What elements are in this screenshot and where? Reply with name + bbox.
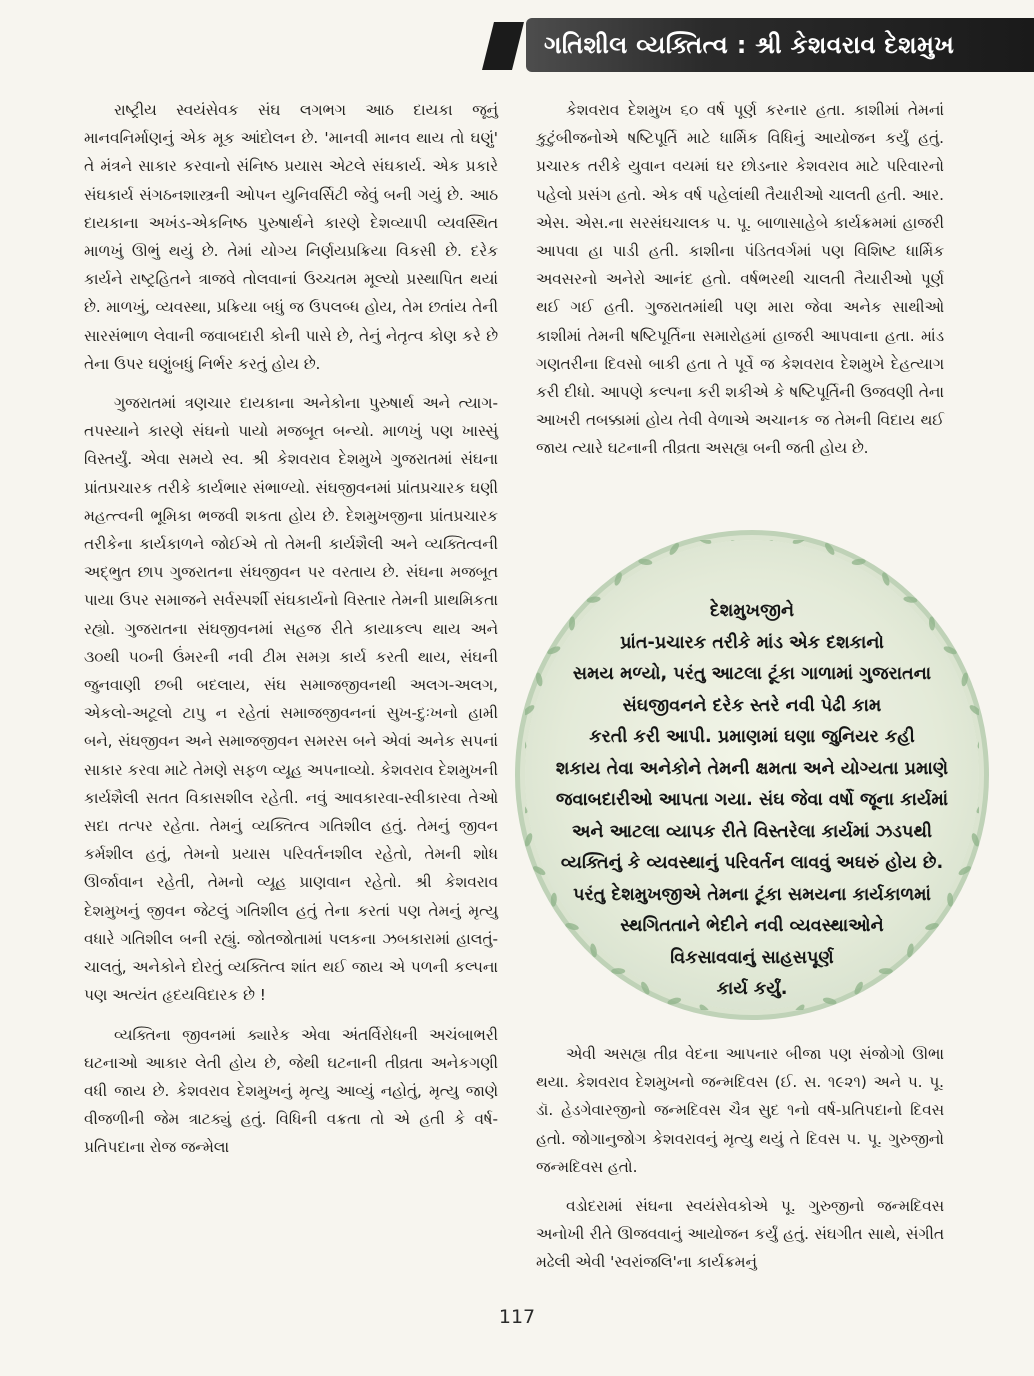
- callout-line: પ્રાંત-પ્રચારક તરીકે માંડ એક દશકાનો: [620, 632, 884, 653]
- leaf-ornament: [638, 558, 653, 566]
- callout-line: સમય મળ્યો, પરંતુ આટલા ટૂંકા ગાળામાં ગુજરાતના: [572, 664, 932, 684]
- leaf-ornament: [792, 540, 807, 546]
- callout-line: કાર્ય કર્યું.: [716, 979, 788, 999]
- leaf-ornament: [978, 768, 979, 783]
- leaf-ornament: [535, 672, 544, 687]
- header-banner: [526, 18, 1034, 72]
- leaf-ornament: [729, 540, 744, 542]
- leaf-ornament: [525, 735, 528, 750]
- body-paragraph: વડોદરામાં સંઘના સ્વયંસેવકોએ પૂ. ગુરુજીનો જન્મદિવસ અનોખી રીતે ઊજવવાનું આયોજન કર્યું હતું. સંઘગીત સાથે, સંગીત મઢેલી એવી 'સ્વરાંજલિ'ના કાર્યક્રમનું: [536, 1197, 944, 1272]
- callout-line: દેશમુખજીને: [709, 601, 795, 621]
- callout-line: કરતી કરી આપી. પ્રમાણમાં ઘણા જુનિયર કહી: [589, 727, 915, 747]
- right-column-top: [536, 96, 944, 474]
- leaf-ornament: [760, 1008, 775, 1010]
- leaf-ornament: [525, 801, 529, 815]
- callout-line: અને આટલા વ્યાપક રીતે વિસ્તરેલા કાર્યમાં ઝડપથી: [571, 821, 933, 842]
- leaf-ornament: [823, 541, 836, 556]
- leaf-ornament: [613, 571, 623, 586]
- callout-text: [553, 596, 951, 1006]
- leaf-ornament: [975, 801, 979, 815]
- page-title: ગતિશીલ વ્યક્તિત્વ : શ્રી કેશવરાવ દેશમુખ: [544, 31, 955, 59]
- header-accent-mark: [482, 22, 524, 70]
- callout-line: પરંતુ દેશમુખજીએ તેમના ટૂંકા સમયના કાર્યકાળમાં: [573, 884, 931, 905]
- leaf-ornament: [525, 768, 526, 783]
- leaf-ornament: [970, 832, 979, 847]
- leaf-ornament: [525, 703, 536, 717]
- leaf-ornament: [968, 703, 979, 717]
- body-paragraph: એવી અસહ્ય તીવ્ર વેદના આપનાર બીજા પણ સંજોગો ઊભા થયા. કેશવરાવ દેશમુખનો જન્મદિવસ (ઈ. સ. ૧૯૨૧) અને પ. પૂ. ડૉ. હેડગેવારજીનો જન્મદિવસ ચૈત્ર સુદ ૧નો વર્ષ-પ્રતિપદાનો દિવસ હતો. જોગાનુજોગ કેશવરાવનું મૃત્યુ થયું તે દિવસ પ. પૂ. ગુરુજીનો જન્મદિવસ હતો.: [536, 1045, 944, 1176]
- callout-line: સંઘજીવનને દરેક સ્તરે નવી પેઢી કામ: [622, 695, 882, 716]
- left-column: [84, 96, 498, 1173]
- leaf-ornament: [851, 558, 866, 566]
- leaf-ornament: [532, 864, 547, 876]
- callout-line: સ્થગિતતાને ભેદીને નવી વ્યવસ્થાઓને: [620, 916, 884, 936]
- body-paragraph: રાષ્ટ્રીય સ્વયંસેવક સંઘ લગભગ આઠ દાયકા જૂનું માનવનિર્માણનું એક મૂક આંદોલન છે. 'માનવી માનવ થાય તો ઘણું' તે મંત્રને સાકાર કરવાનો સંનિષ્ઠ પ્રયાસ એટલે સંઘકાર્ય. એક પ્રકારે સંઘકાર્ય સંગઠનશાસ્ત્રની ઓપન યુનિવર્સિટી જેવું બની ગયું છે. આઠ દાયકાના અખંડ-એકનિષ્ઠ પુરુષાર્થને કારણે દેશવ્યાપી વ્યવસ્થિત માળખું ઊભું થયું છે. તેમાં યોગ્ય નિર્ણયપ્રક્રિયા વિકસી છે. દરેક કાર્યને રાષ્ટ્રહિતને ત્રાજવે તોલવાનાં ઉચ્ચતમ મૂલ્યો પ્રસ્થાપિત થયાં છે. માળખું, વ્યવસ્થા, પ્રક્રિયા બધું જ ઉપલબ્ધ હોય, તેમ છતાંય તેની સારસંભાળ લેવાની જવાબદારી કોની પાસે છે, તેનું નેતૃત્વ કોણ કરે છે તેના ઉપર ઘણુંબધું નિર્ભર કરતું હોય છે.: [84, 101, 498, 373]
- leaf-ornament: [960, 672, 969, 687]
- right-column-bottom: [536, 1040, 944, 1288]
- leaf-ornament: [976, 735, 979, 750]
- leaf-ornament: [760, 540, 775, 542]
- leaf-ornament: [729, 1008, 744, 1010]
- page-number: 117: [498, 1306, 536, 1328]
- leaf-ornament: [525, 832, 534, 847]
- body-paragraph: કેશવરાવ દેશમુખ ૬૦ વર્ષ પૂર્ણ કરનાર હતા. કાશીમાં તેમનાં કુટુંબીજનોએ ષષ્ટિપૂર્તિ માટે ધાર્મિક વિધિનું આયોજન કર્યું હતું. પ્રચારક તરીકે યુવાન વયમાં ઘર છોડનાર કેશવરાવ માટે પરિવારનો પહેલો પ્રસંગ હતો. એક વર્ષ પહેલાંથી તૈયારીઓ ચાલતી હતી. આર. એસ. એસ.ના સરસંઘચાલક પ. પૂ. બાળાસાહેબે કાર્યક્રમમાં હાજરી આપવા હા પાડી હતી. કાશીના પંડિતવર્ગમાં પણ વિશિષ્ટ ધાર્મિક અવસરનો અનેરો આનંદ હતો. વર્ષભરથી ચાલતી તૈયારીઓ પૂર્ણ થઈ ગઈ હતી. ગુજરાતમાંથી પણ મારા જેવા અનેક સાથીઓ કાશીમાં તેમની ષષ્ટિપૂર્તિના સમારોહમાં હાજરી આપવાના હતા. માંડ ગણતરીના દિવસો બાકી હતા તે પૂર્વે જ કેશવરાવ દેશમુખે દેહત્યાગ કરી દીધો. આપણે કલ્પના કરી શકીએ કે ષષ્ટિપૂર્તિની ઉજવણી તેના આખરી તબક્કામાં હોય તેવી વેળાએ અચાનક જ તેમની વિદાય થઈ જાય ત્યારે ઘટનાની તીવ્રતા અસહ્ય બની જતી હોય છે.: [536, 101, 944, 458]
- body-paragraph: ગુજરાતમાં ત્રણચાર દાયકાના અનેકોના પુરુષાર્થ અને ત્યાગ-તપસ્યાને કારણે સંઘનો પાયો મજબૂત બન્યો. માળખું પણ ખાસ્સું વિસ્તર્યું. એવા સમયે સ્વ. શ્રી કેશવરાવ દેશમુખે ગુજરાતમાં સંઘના પ્રાંતપ્રચારક તરીકે કાર્યભાર સંભાળ્યો. સંઘજીવનમાં પ્રાંતપ્રચારક ઘણી મહત્ત્વની ભૂમિકા ભજવી શકતા હોય છે. દેશમુખજીના પ્રાંતપ્રચારક તરીકેના કાર્યકાળને જોઈએ તો તેમની કાર્યશૈલી અને વ્યક્તિત્વની અદ્ભુત છાપ ગુજરાતના સંઘજીવન પર વરતાય છે. સંઘના મજબૂત પાયા ઉપર સમાજને સર્વસ્પર્શી સંઘકાર્યનો વિસ્તાર તેમની પ્રાથમિકતા રહ્યો. ગુજરાતના સંઘજીવનમાં સહજ રીતે કાયાકલ્પ થાય અને ૩૦થી ૫૦ની ઉંમરની નવી ટીમ સમગ્ર કાર્ય કરતી થાય, સંઘની જુનવાણી છબી બદલાય, સંઘ સમાજજીવનથી અલગ-અલગ, એકલો-અટૂલો ટાપુ ન રહેતાં સમાજજીવનનાં સુખ-દુઃખનો હામી બને, સંઘજીવન અને સમાજજીવન સમરસ બને એવાં અનેક સપનાં સાકાર કરવા માટે તેમણે સફળ વ્યૂહ અપનાવ્યો. કેશવરાવ દેશમુખની કાર્યશૈલી સતત વિકાસશીલ રહેતી. નવું આવકારવા-સ્વીકારવા તેઓ સદા તત્પર રહેતા. તેમનું વ્યક્તિત્વ ગતિશીલ હતું. તેમનું જીવન કર્મશીલ હતું, તેમનો પ્રયાસ પરિવર્તનશીલ રહેતો, તેમની શોધ ઊર્જાવાન રહેતી, તેમનો વ્યૂહ પ્રાણવાન રહેતો. શ્રી કેશવરાવ દેશમુખનું જીવન જેટલું ગતિશીલ હતું તેના કરતાં પણ તેમનું મૃત્યુ વધારે ગતિશીલ બની રહ્યું. જોતજોતામાં પલકના ઝબકારામાં હાલતું-ચાલતું, અનેકોને દોરતું વ્યક્તિત્વ શાંત થઈ જાય એ પળની કલ્પના પણ અત્યંત હૃદયવિદારક છે !: [84, 394, 498, 1005]
- callout-line: વ્યક્તિનું કે વ્યવસ્થાનું પરિવર્તન લાવવું અઘરું હોય છે.: [560, 853, 944, 873]
- body-paragraph: વ્યક્તિના જીવનમાં ક્યારેક એવા અંતર્વિરોધની અચંબાભરી ઘટનાઓ આકાર લેતી હોય છે, જેથી ઘટનાની તીવ્રતા અનેકગણી વધી જાય છે. કેશવરાવ દેશમુખનું મૃત્યુ આવ્યું નહોતું, મૃત્યુ જાણે વીજળીની જેમ ત્રાટક્યું હતું. વિધિની વક્રતા તો એ હતી કે વર્ષ-પ્રતિપદાના રોજ જન્મેલા: [84, 1025, 498, 1157]
- callout-line: જવાબદારીઓ આપતા ગયા. સંઘ જેવા વર્ષો જૂના કાર્યમાં: [555, 790, 949, 810]
- leaf-ornament: [668, 541, 681, 556]
- callout-line: શકાય તેવા અનેકોને તેમની ક્ષમતા અને યોગ્યતા પ્રમાણે: [555, 758, 949, 779]
- pull-quote-callout: [525, 540, 979, 1024]
- callout-line: વિકસાવવાનું સાહસપૂર્ણ: [670, 947, 834, 968]
- leaf-ornament: [881, 571, 891, 586]
- leaf-ornament: [957, 864, 972, 876]
- leaf-ornament: [697, 540, 712, 546]
